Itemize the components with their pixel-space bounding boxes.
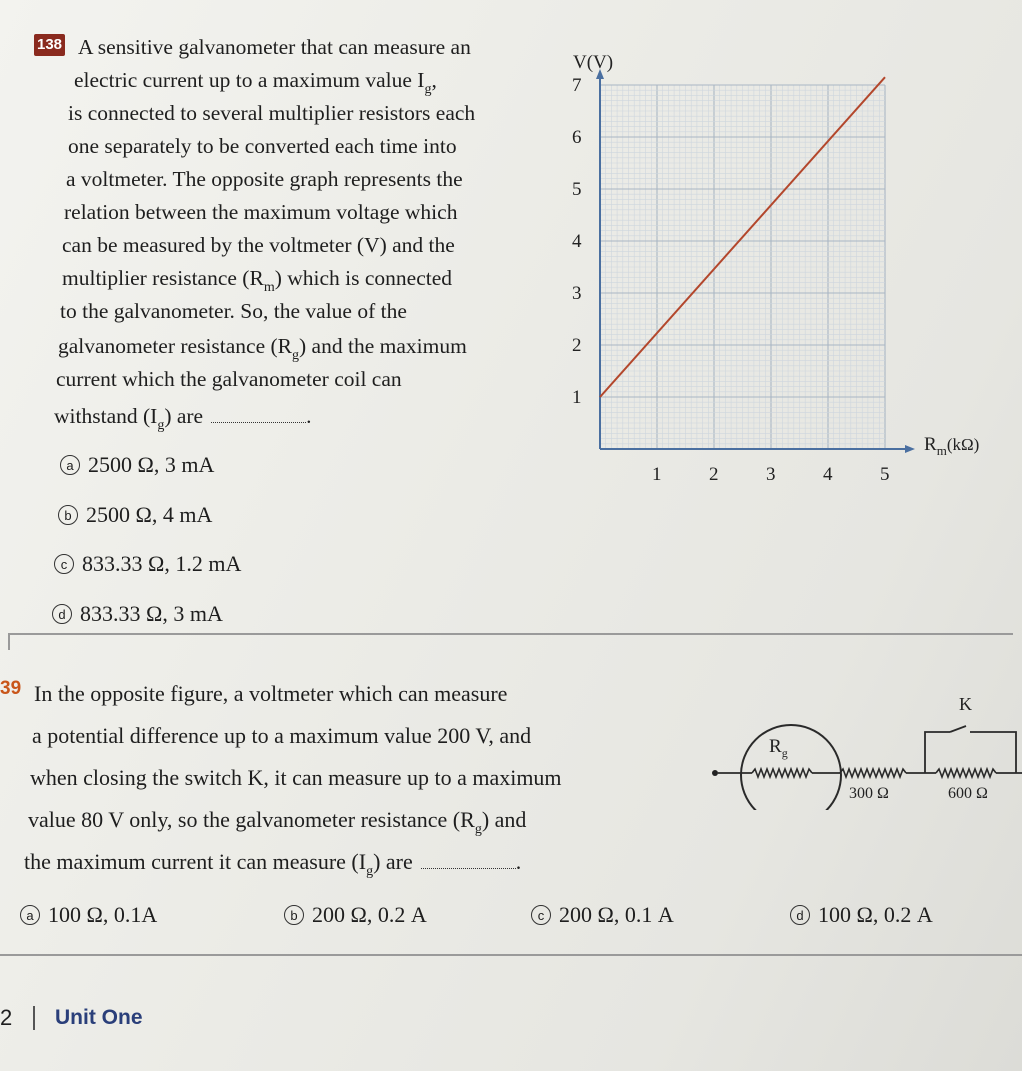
option-c[interactable] bbox=[54, 551, 241, 577]
q138-line: multiplier resistance $(R_m)$ which is connected bbox=[62, 266, 453, 295]
q139-line: a potential difference up to a maximum value 200 V, and bbox=[32, 723, 532, 748]
option-text: 100 Ω, 0.1A bbox=[48, 902, 158, 927]
option-d[interactable] bbox=[52, 601, 223, 627]
q139-line: value 80 V only, so the galvanometer resistance $(R_g)$ and bbox=[28, 807, 527, 837]
x-tick-label: 4 bbox=[823, 464, 833, 485]
y-tick-label: 1 bbox=[572, 387, 582, 408]
chart-labels bbox=[572, 52, 979, 485]
q139-line: when closing the switch K, it can measure up to a maximum bbox=[30, 765, 562, 790]
terminal-dot bbox=[712, 770, 718, 776]
q138-line: a voltmeter. The opposite graph represents the bbox=[66, 167, 463, 191]
y-axis-label: V(V) bbox=[573, 52, 614, 73]
q138-line: can be measured by the voltmeter (V) and the bbox=[62, 233, 455, 257]
option-b[interactable] bbox=[284, 902, 427, 928]
y-tick-label: 3 bbox=[572, 283, 582, 304]
divider bbox=[8, 633, 1013, 635]
question-number-139: 39 bbox=[0, 678, 22, 699]
circuit-diagram bbox=[0, 690, 1022, 810]
q138-line: one separately to be converted each time into bbox=[68, 134, 457, 158]
rg-resistor bbox=[752, 769, 812, 777]
option-text: 2500 Ω, 3 mA bbox=[88, 452, 215, 477]
resistor-600 bbox=[936, 769, 996, 777]
q138-line: to the galvanometer. So, the value of the bbox=[60, 299, 407, 323]
x-axis-arrow bbox=[905, 445, 915, 453]
option-a[interactable] bbox=[20, 902, 157, 928]
unit-title: Unit One bbox=[55, 1006, 143, 1029]
switch-k-label: K bbox=[959, 694, 972, 714]
option-c[interactable] bbox=[531, 902, 674, 928]
switch-branch bbox=[970, 732, 1016, 773]
option-text: 833.33 Ω, 1.2 mA bbox=[82, 551, 242, 576]
q138-line: electric current up to a maximum value $I_g$, bbox=[74, 68, 437, 97]
y-tick-label: 4 bbox=[572, 231, 582, 252]
option-letter: d bbox=[790, 905, 810, 925]
resistor-300 bbox=[840, 769, 906, 777]
q138-line: A sensitive galvanometer that can measure an bbox=[78, 35, 471, 59]
option-text: 2500 Ω, 4 mA bbox=[86, 502, 213, 527]
rg-label: $R_g$ bbox=[769, 736, 788, 760]
option-letter: c bbox=[54, 554, 74, 574]
x-tick-label: 5 bbox=[880, 464, 890, 485]
switch-branch bbox=[925, 732, 950, 773]
option-text: 200 Ω, 0.2 A bbox=[312, 902, 427, 927]
chart-grid bbox=[600, 85, 885, 449]
page-number: 2 bbox=[0, 1005, 13, 1030]
q139-line: In the opposite figure, a voltmeter which can measure bbox=[34, 681, 508, 706]
y-tick-label: 2 bbox=[572, 335, 582, 356]
q138-line: galvanometer resistance $(R_g)$ and the maximum bbox=[58, 334, 467, 363]
footer-separator bbox=[33, 1006, 35, 1030]
divider bbox=[0, 954, 1022, 956]
resistor-300-label: 300 Ω bbox=[849, 785, 889, 802]
option-letter: a bbox=[60, 455, 80, 475]
option-letter: b bbox=[284, 905, 304, 925]
q138-line: current which the galvanometer coil can bbox=[56, 367, 402, 391]
q139-line: the maximum current it can measure $(I_g)$ are . bbox=[24, 849, 522, 879]
option-letter: d bbox=[52, 604, 72, 624]
answer-blank bbox=[421, 850, 516, 869]
q138-line: withstand $(I_g)$ are . bbox=[54, 404, 312, 433]
option-letter: b bbox=[58, 505, 78, 525]
option-letter: c bbox=[531, 905, 551, 925]
question-number-138: 138 bbox=[34, 34, 65, 56]
option-b[interactable] bbox=[58, 502, 212, 528]
resistor-600-label: 600 Ω bbox=[948, 785, 988, 802]
switch-blade bbox=[950, 726, 966, 732]
option-d[interactable] bbox=[790, 902, 933, 928]
x-axis-label: $R_m(k\Omega)$ bbox=[924, 434, 980, 458]
option-text: 100 Ω, 0.2 A bbox=[818, 902, 933, 927]
x-tick-label: 3 bbox=[766, 464, 776, 485]
x-tick-label: 1 bbox=[652, 464, 662, 485]
q138-line: is connected to several multiplier resistors each bbox=[68, 101, 476, 125]
option-text: 200 Ω, 0.1 A bbox=[559, 902, 674, 927]
q138-line: relation between the maximum voltage which bbox=[64, 200, 458, 224]
voltage-resistance-graph bbox=[0, 0, 1022, 500]
option-text: 833.33 Ω, 3 mA bbox=[80, 601, 223, 626]
y-tick-label: 6 bbox=[572, 127, 582, 148]
y-tick-label: 5 bbox=[572, 179, 582, 200]
divider-edge bbox=[8, 634, 10, 650]
x-tick-label: 2 bbox=[709, 464, 719, 485]
option-letter: a bbox=[20, 905, 40, 925]
y-tick-label: 7 bbox=[572, 75, 582, 96]
